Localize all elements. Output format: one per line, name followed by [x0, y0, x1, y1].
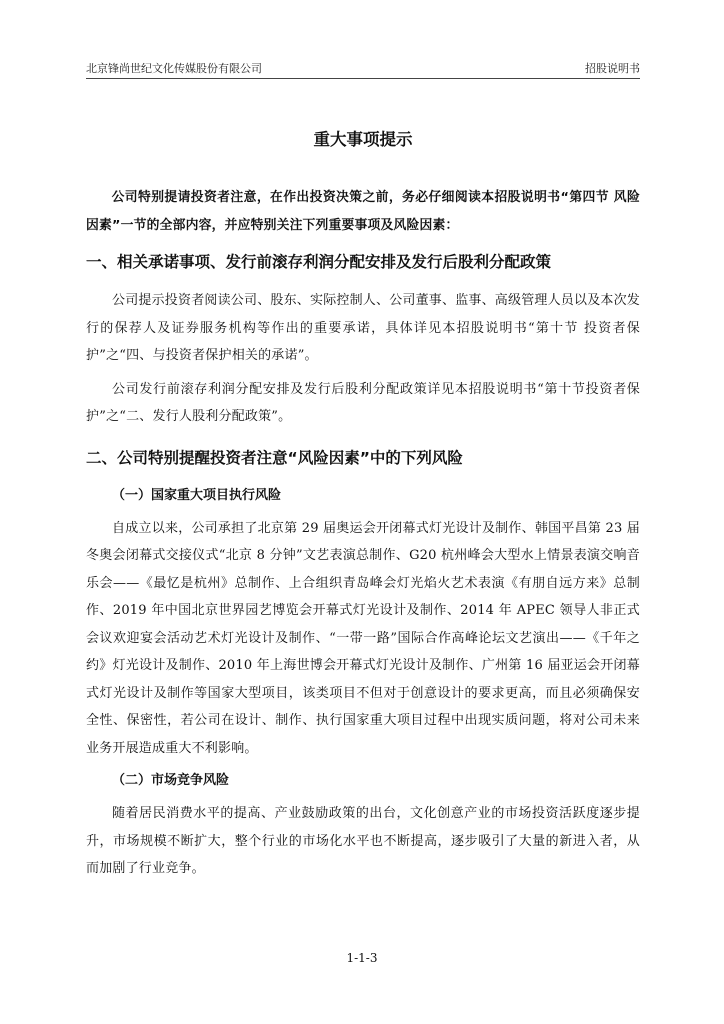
subsection-1-paragraph: 自成立以来，公司承担了北京第 29 届奥运会开闭幕式灯光设计及制作、韩国平昌第 23 届冬奥会闭幕式交接仪式“北京 8 分钟”文艺表演总制作、G20 杭州峰会大型水上情景表演交响音乐会——《最忆是杭州》总制作、上合组织青岛峰会灯光焰火艺术表演《有朋自远方来》总制作、2019 年中国北京世界园艺博览会开幕式灯光设计及制作、2014 年 APEC 领导人非正式会议欢迎宴会活动艺术灯光设计及制作、“一带一路”国际合作高峰论坛文艺演出——《千年之约》灯光设计及制作、2010 年上海世博会开幕式灯光设计及制作、广州第 16 届亚运会开闭幕式灯光设计及制作等国家大型项目，该类项目不但对于创意设计的要求更高，而且必须确保安全性、保密性，若公司在设计、制作、执行国家重大项目过程中出现实质问题，将对公司未来业务开展造成重大不利影响。 — [86, 520, 640, 756]
page-body — [86, 122, 640, 883]
section-1-paragraph-2: 公司发行前滚存利润分配安排及发行后股利分配政策详见本招股说明书“第十节投资者保护”之“二、发行人股利分配政策”。 — [86, 381, 640, 424]
section-2-heading: 二、公司特别提醒投资者注意“风险因素”中的下列风险 — [86, 448, 463, 467]
page-number: 1-1-3 — [346, 951, 378, 965]
subsection-1-heading: （一）国家重大项目执行风险 — [112, 487, 282, 503]
subsection-2-heading: （二）市场竞争风险 — [112, 773, 230, 788]
section-1-paragraph-1: 公司提示投资者阅读公司、股东、实际控制人、公司董事、监事、高级管理人员以及本次发行的保荐人及证券服务机构等作出的重要承诺，具体详见本招股说明书“第十节 投资者保护”之“四、与投资者保护相关的承诺”。 — [86, 293, 641, 363]
investor-notice: 公司特别提请投资者注意，在作出投资决策之前，务必仔细阅读本招股说明书“第四节 风险因素”一节的全部内容，并应特别关注下列重要事项及风险因素： — [86, 190, 640, 233]
subsection-2-paragraph: 随着居民消费水平的提高、产业鼓励政策的出台，文化创意产业的市场投资活跃度逐步提升，市场规模不断扩大，整个行业的市场化水平也不断提高，逐步吸引了大量的新进入者，从而加剧了行业竞争。 — [86, 806, 640, 876]
header-doc-type: 招股说明书 — [585, 62, 640, 75]
header-company: 北京锋尚世纪文化传媒股份有限公司 — [86, 62, 262, 75]
page-header — [86, 60, 640, 79]
page-title: 重大事项提示 — [313, 130, 413, 149]
section-1-heading: 一、相关承诺事项、发行前滚存利润分配安排及发行后股利分配政策 — [86, 253, 552, 271]
